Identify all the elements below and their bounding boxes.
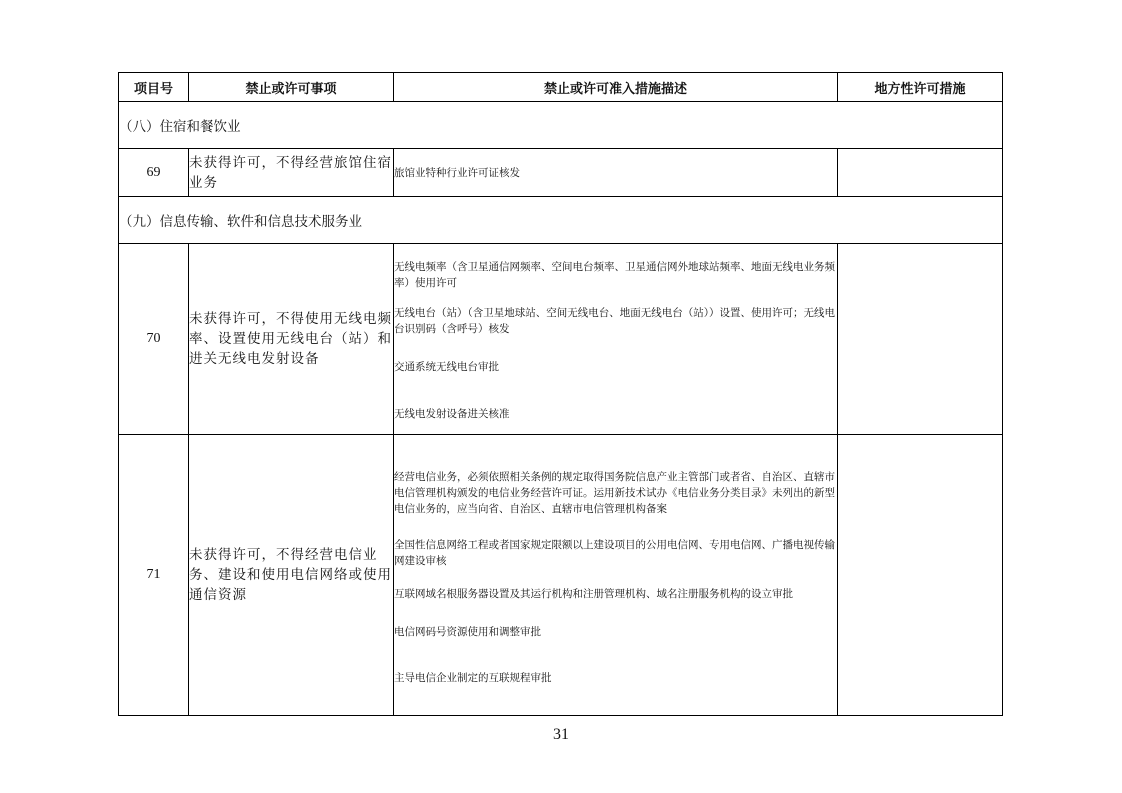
header-measure-description: 禁止或许可准入措施描述	[394, 73, 838, 102]
table-row-70	[119, 244, 1003, 435]
table-row-69	[119, 149, 1003, 197]
section-title-9: （九）信息传输、软件和信息技术服务业	[119, 197, 1003, 244]
permit-table	[118, 72, 1003, 716]
section-title-8: （八）住宿和餐饮业	[119, 102, 1003, 149]
description-entry: 全国性信息网络工程或者国家规定限额以上建设项目的公用电信网、专用电信网、广播电视传输网建设审核	[394, 538, 835, 567]
permit-item: 未获得许可，不得使用无线电频率、设置使用无线电台（站）和进关无线电发射设备	[189, 244, 394, 435]
measure-description	[394, 435, 838, 716]
row-number: 69	[119, 149, 189, 197]
local-measure	[838, 435, 1003, 716]
description-entry: 主导电信企业制定的互联规程审批	[394, 671, 552, 684]
header-item-number: 项目号	[119, 73, 189, 102]
section-row	[119, 197, 1003, 244]
local-measure	[838, 149, 1003, 197]
header-row	[119, 73, 1003, 102]
local-measure	[838, 244, 1003, 435]
description-entry: 旅馆业特种行业许可证核发	[394, 166, 520, 179]
description-entry: 互联网域名根服务器设置及其运行机构和注册管理机构、域名注册服务机构的设立审批	[394, 587, 793, 600]
description-entry: 电信网码号资源使用和调整审批	[394, 625, 541, 638]
table-row-71	[119, 435, 1003, 716]
section-row	[119, 102, 1003, 149]
row-number: 71	[119, 435, 189, 716]
description-entry: 经营电信业务，必须依照相关条例的规定取得国务院信息产业主管部门或者省、自治区、直辖市电信管理机构颁发的电信业务经营许可证。运用新技术试办《电信业务分类目录》未列出的新型电信业务的，应当向省、自治区、直辖市电信管理机构备案	[394, 470, 835, 515]
header-local-measure: 地方性许可措施	[838, 73, 1003, 102]
header-permit-item: 禁止或许可事项	[189, 73, 394, 102]
permit-item: 未获得许可，不得经营电信业务、建设和使用电信网络或使用通信资源	[189, 435, 394, 716]
description-entry: 交通系统无线电台审批	[394, 360, 499, 373]
description-entry: 无线电频率（含卫星通信网频率、空间电台频率、卫星通信网外地球站频率、地面无线电业务频率）使用许可	[394, 260, 835, 289]
description-entry: 无线电台（站）（含卫星地球站、空间无线电台、地面无线电台（站））设置、使用许可；无线电台识别码（含呼号）核发	[394, 306, 835, 335]
permit-item: 未获得许可，不得经营旅馆住宿业务	[189, 149, 394, 197]
page-number: 31	[553, 726, 569, 743]
measure-description	[394, 244, 838, 435]
row-number: 70	[119, 244, 189, 435]
measure-description	[394, 149, 838, 197]
description-entry: 无线电发射设备进关核准	[394, 407, 510, 420]
